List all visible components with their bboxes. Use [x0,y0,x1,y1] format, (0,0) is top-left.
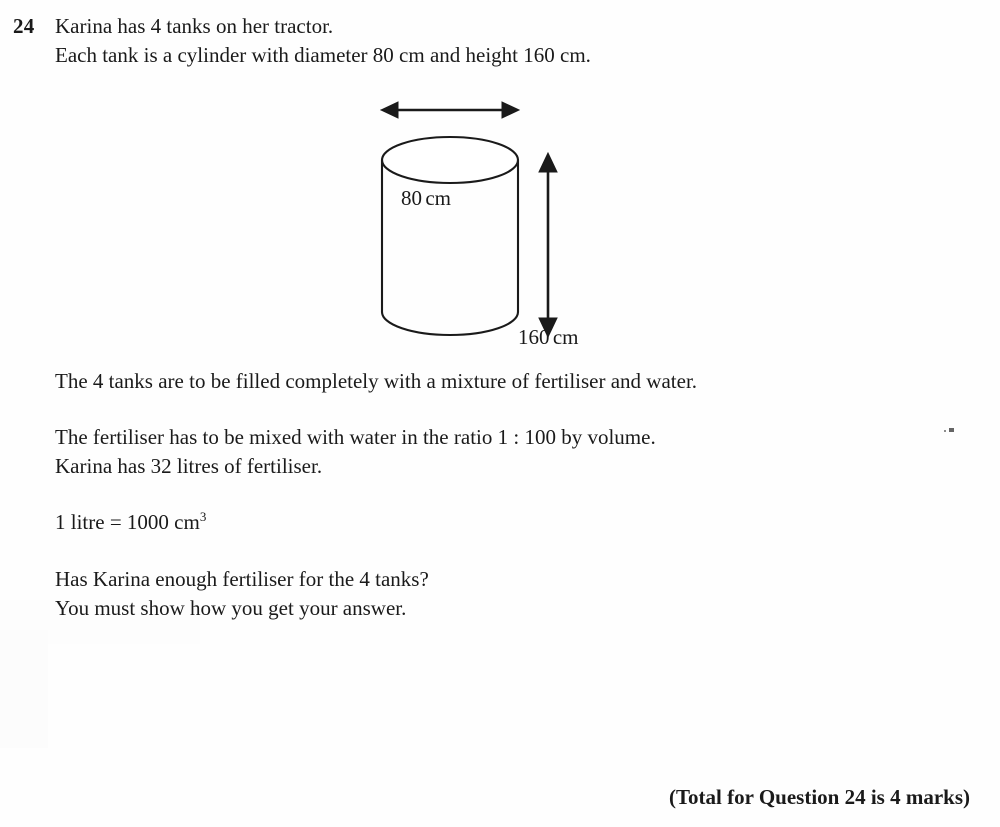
statement-ratio-line [55,423,656,452]
statement-ratio-block [55,423,656,481]
height-dimension-arrow [539,153,557,337]
question-number: 24 [13,14,35,38]
scan-speck-artifact [949,428,954,432]
width-arrow-head-left [381,102,398,118]
width-unit: cm [425,186,452,210]
statement-question-block [55,565,429,623]
intro-line-2: Each tank is a cylinder with diameter 80 cm and height 160 cm. [55,43,591,67]
height-unit: cm [552,325,579,349]
width-dimension-arrow [381,102,519,118]
statement-fill-line: The 4 tanks are to be filled completely with a mixture of fertiliser and water. [55,369,698,393]
statement-fill [55,367,697,396]
height-arrow-head-top [539,153,557,172]
conversion-exponent: 3 [199,509,207,524]
total-marks-footer: (Total for Question 24 is 4 marks) [668,785,970,809]
width-arrow-head-right [502,102,519,118]
cylinder-top-ellipse [382,137,518,183]
cylinder-bottom-arc [382,312,518,335]
conversion-line [55,508,206,537]
width-label [398,188,454,209]
height-label [518,327,579,348]
statement-instruction: You must show how you get your answer. [55,596,407,620]
statement-conversion [55,508,206,537]
cylinder-diagram [340,90,680,360]
intro-line-1: Karina has 4 tanks on her tractor. [55,14,334,38]
scan-tint-artifact-lower [0,630,48,748]
conversion-prefix: 1 litre = 1000 cm [55,510,200,534]
height-value: 160 [518,325,550,349]
ratio-prefix: The fertiliser has to be mixed with water in the ratio [55,425,498,449]
statement-fertiliser-amount: Karina has 32 litres of fertiliser. [55,454,323,478]
ratio-suffix: by volume. [555,425,656,449]
cylinder-svg [340,90,680,360]
ratio-value: 1 : 100 [497,425,556,449]
question-intro [55,12,591,70]
width-value: 80 [401,186,422,210]
statement-ask: Has Karina enough fertiliser for the 4 tanks? [55,567,429,591]
scan-speck-artifact-small [944,430,946,432]
